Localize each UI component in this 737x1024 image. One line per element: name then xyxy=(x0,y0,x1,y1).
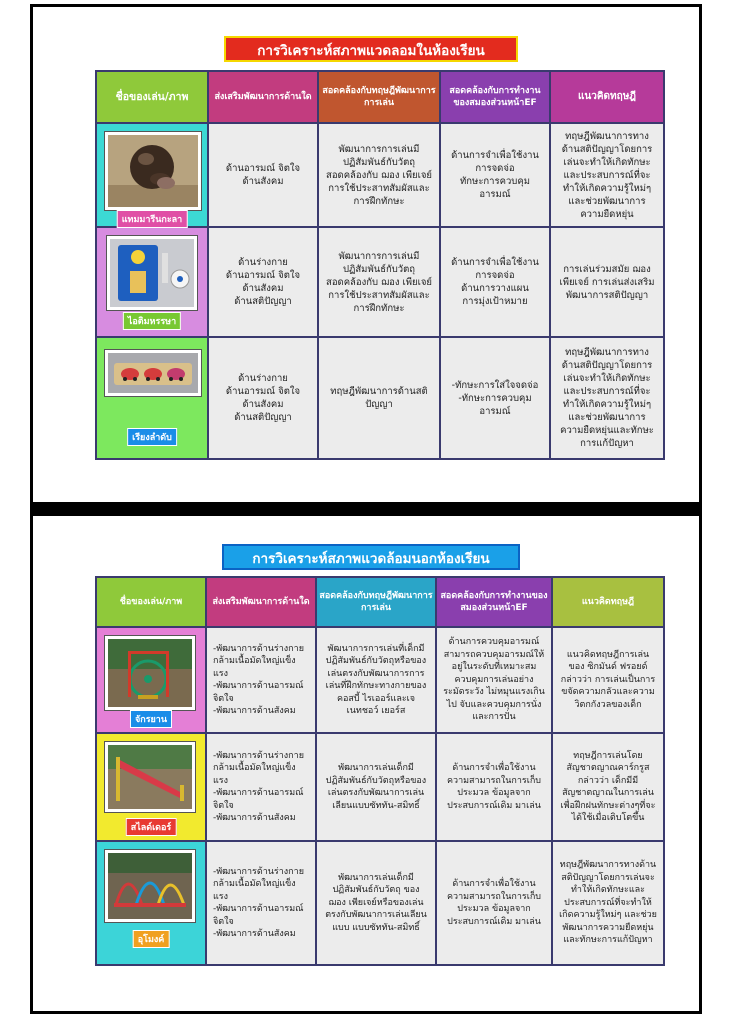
ef-cell: -ทักษะการใส่ใจจดจ่อ -ทักษะการควบคุมอารมณ์ xyxy=(440,337,550,459)
header-play-theory: สอดคล้องกับทฤษฎีพัฒนาการการเล่น xyxy=(318,71,440,123)
development-cell: ด้านร่างกาย ด้านอารมณ์ จิตใจ ด้านสังคม ด้านสติปัญญา xyxy=(208,227,318,337)
header-development: ส่งเสริมพัฒนาการด้านใด xyxy=(206,577,316,627)
development-cell: -พัฒนาการด้านร่างกาย กล้ามเนื้อมัดใหญ่แข็งแรง -พัฒนาการด้านอารมณ์ จิตใจ -พัฒนาการด้านสังคม xyxy=(206,627,316,733)
indoor-title: การวิเคราะห์สภาพแวดลอมในห้องเรียน xyxy=(224,36,518,62)
table-row xyxy=(96,227,664,337)
coconut-maraca-image xyxy=(105,132,201,210)
ef-cell: ด้านการจำเพื่อใช้งาน ความสามารถในการเก็บประมวล ข้อมูลจากประสบการณ์เดิม มาเล่น xyxy=(436,841,552,965)
table-row xyxy=(96,733,664,841)
toy-cell xyxy=(96,841,206,965)
play-theory-cell: พัฒนาการเล่นเด็กมีปฏิสัมพันธ์กับวัตถุหรือของเล่นตรงกับพัฒนาการเล่นเลียนแบบซัททัน-สมิทธิ์ xyxy=(316,733,436,841)
toy-cell xyxy=(96,123,208,227)
bicycle-image xyxy=(105,636,195,710)
play-theory-cell: พัฒนาการการเล่นที่เด็กมีปฏิสัมพันธ์กับวัตถุหรือของเล่นตรงกับพัฒนาการการเล่นที่ฝึกทักษะทางกายของ คอสบี้ ไรเออร์และเจเนทชอว์ เยอร์ส xyxy=(316,627,436,733)
toy-name-label: ไอติมหรรษา xyxy=(123,312,181,330)
development-cell: -พัฒนาการด้านร่างกาย กล้ามเนื้อมัดใหญ่แข็งแรง -พัฒนาการด้านอารมณ์ จิตใจ -พัฒนาการด้านสังคม xyxy=(206,733,316,841)
table-row xyxy=(96,123,664,227)
ef-cell: ด้านการควบคุมอารมณ์ สามารถควบคุมอารมณ์ให้อยู่ในระดับที่เหมาะสม ควบคุมการเล่นอย่างระมัดระวัง ไม่หมุนแรงเกินไป จับและควบคุมการนั่งและการปั่น xyxy=(436,627,552,733)
toy-name-label: เรียงลำดับ xyxy=(127,428,177,446)
table-row xyxy=(96,841,664,965)
development-cell: ด้านร่างกาย ด้านอารมณ์ จิตใจ ด้านสังคม ด้านสติปัญญา xyxy=(208,337,318,459)
concept-cell: ทฤษฎีพัฒนาการทางด้านสติปัญญาโดยการเล่นจะทำให้เกิดทักษะและประสบการณ์ที่จะทำให้เกิดความรู้ใหม่ๆ และช่วยพัฒนาการความยืดหยุ่นและทักษะการแก้ปัญหา xyxy=(552,841,664,965)
ef-cell: ด้านการจำเพื่อใช้งาน ความสามารถในการเก็บประมวล ข้อมูลจากประสบการณ์เดิม มาเล่น xyxy=(436,733,552,841)
car-sequence-board-image xyxy=(105,350,201,396)
toy-cell xyxy=(96,337,208,459)
header-concept: แนวคิดทฤษฎี xyxy=(552,577,664,627)
toy-cell xyxy=(96,627,206,733)
development-cell: ด้านอารมณ์ จิตใจ ด้านสังคม xyxy=(208,123,318,227)
header-play-theory: สอดคล้องกับทฤษฎีพัฒนาการการเล่น xyxy=(316,577,436,627)
header-ef: สอดคล้องกับการทำงานของสมองส่วนหน้าEF xyxy=(440,71,550,123)
play-theory-cell: พัฒนาการการเล่นมีปฏิสัมพันธ์กับวัตถุ สอดคล้องกับ ฌอง เพียเจย์ การใช้ประสาทสัมผัสและการฝึกทักษะ xyxy=(318,123,440,227)
concept-cell: ทฤษฎีพัฒนาการทางด้านสติปัญญาโดยการเล่นจะทำให้เกิดทักษะและประสบการณ์ที่จะทำให้เกิดความรู้ใหม่ๆ และช่วยพัฒนาการความยืดหยุ่น xyxy=(550,123,664,227)
outdoor-title: การวิเคราะห์สภาพแวดล้อมนอกห้องเรียน xyxy=(222,544,520,570)
header-toy-name: ชื่อของเล่น/ภาพ xyxy=(96,577,206,627)
toy-name-label: อุโมงค์ xyxy=(133,930,170,948)
header-concept: แนวคิดทฤษฎี xyxy=(550,71,664,123)
header-toy-name: ชื่อของเล่น/ภาพ xyxy=(96,71,208,123)
ef-cell: ด้านการจำเพื่อใช้งาน การจดจ่อ ด้านการวางแผน การมุ่งเป้าหมาย xyxy=(440,227,550,337)
toy-name-label: จักรยาน xyxy=(130,710,172,728)
table-row xyxy=(96,337,664,459)
outdoor-table xyxy=(95,576,665,966)
outdoor-header-row xyxy=(96,577,664,627)
ice-cream-toy-image xyxy=(107,236,197,310)
concept-cell: การเล่นร่วมสมัย ฌอง เพียเจย์ การเล่นส่งเสริมพัฒนาการสติปัญญา xyxy=(550,227,664,337)
play-theory-cell: พัฒนาการการเล่นมีปฏิสัมพันธ์กับวัตถุ สอดคล้องกับ ฌอง เพียเจย์ การใช้ประสาทสัมผัสและการฝึกทักษะ xyxy=(318,227,440,337)
play-theory-cell: พัฒนาการเล่นเด็กมีปฏิสัมพันธ์กับวัตถุ ของ ฌอง เพียเจย์หรือของเล่นตรงกับพัฒนาการเล่นเลียนแบบ แบบซัททัน-สมิทธิ์ xyxy=(316,841,436,965)
header-ef: สอดคล้องกับการทำงานของสมองส่วนหน้าEF xyxy=(436,577,552,627)
concept-cell: แนวคิดทฤษฎีการเล่นของ ซิกมันด์ ฟรอยด์ กล่าวว่า การเล่นเป็นการขจัดความกลัวและความวิตกกังวลของเด็ก xyxy=(552,627,664,733)
toy-cell xyxy=(96,733,206,841)
panel-divider xyxy=(30,502,702,516)
toy-name-label: แทมมารีนกะลา xyxy=(117,210,188,228)
development-cell: -พัฒนาการด้านร่างกาย กล้ามเนื้อมัดใหญ่แข็งแรง -พัฒนาการด้านอารมณ์ จิตใจ -พัฒนาการด้านสังคม xyxy=(206,841,316,965)
ef-cell: ด้านการจำเพื่อใช้งาน การจดจ่อ ทักษะการควบคุมอารมณ์ xyxy=(440,123,550,227)
play-theory-cell: ทฤษฎีพัฒนาการด้านสติปัญญา xyxy=(318,337,440,459)
header-development: ส่งเสริมพัฒนาการด้านใด xyxy=(208,71,318,123)
toy-name-label: สไลด์เดอร์ xyxy=(126,818,177,836)
concept-cell: ทฤษฎีการเล่นโดยสัญชาตญาณคาร์กรูส กล่าวว่า เด็กมีมีสัญชาตญาณในการเล่นเพื่อฝึกฝนทักษะต่างๆที่จะได้ใช้เมื่อเติบโตขึ้น xyxy=(552,733,664,841)
concept-cell: ทฤษฎีพัฒนาการทางด้านสติปัญญาโดยการเล่นจะทำให้เกิดทักษะและประสบการณ์ที่จะทำให้เกิดความรู้ใหม่ๆ และช่วยพัฒนาการความยืดหยุ่นและทักษะการแก้ปัญหา xyxy=(550,337,664,459)
toy-cell xyxy=(96,227,208,337)
slide-image xyxy=(105,742,195,812)
indoor-table xyxy=(95,70,665,460)
tunnel-image xyxy=(105,850,195,922)
table-row xyxy=(96,627,664,733)
indoor-header-row xyxy=(96,71,664,123)
